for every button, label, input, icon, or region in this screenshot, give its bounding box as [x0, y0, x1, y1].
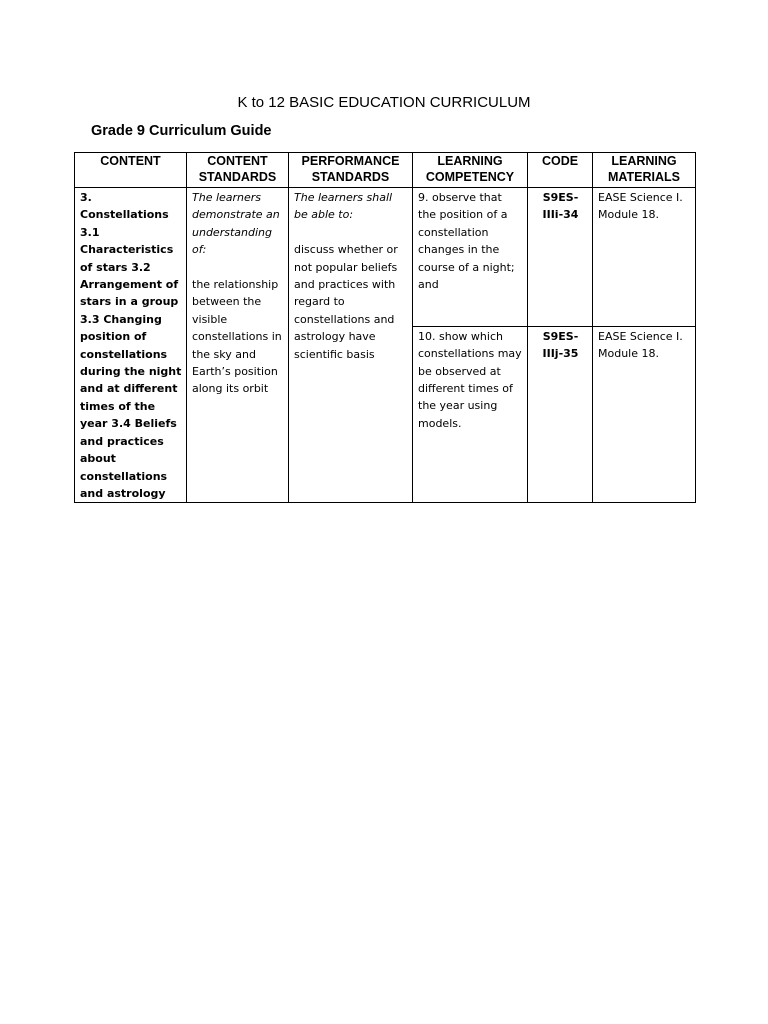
page-title: K to 12 BASIC EDUCATION CURRICULUM	[237, 94, 531, 111]
performance-standards-intro: The learners shall be able to:	[294, 191, 393, 222]
competency-cell: 9. observe that the position of a constellation changes in the course of a night; and	[413, 188, 528, 327]
materials-cell: EASE Science I. Module 18.	[593, 188, 696, 327]
competency-cell: 10. show which constellations may be observed at different times of the year using models.	[413, 326, 528, 502]
column-header-performance-standards: PERFORMANCE STANDARDS	[289, 153, 413, 188]
table-row	[75, 188, 696, 327]
content-standards-cell	[187, 188, 289, 503]
column-header-content: CONTENT	[75, 153, 187, 188]
materials-cell: EASE Science I. Module 18.	[593, 326, 696, 502]
performance-standards-body: discuss whether or not popular beliefs and practices with regard to constellations and astrology have scientific basis	[294, 243, 398, 361]
code-cell: S9ES-IIIj-35	[528, 326, 593, 502]
code-cell: S9ES-IIIi-34	[528, 188, 593, 327]
curriculum-table	[74, 152, 696, 503]
content-standards-intro: The learners demonstrate an understanding of:	[192, 191, 280, 257]
column-header-learning-competency: LEARNING COMPETENCY	[413, 153, 528, 188]
content-heading: 3. Constellations	[80, 191, 169, 222]
page-subtitle: Grade 9 Curriculum Guide	[91, 123, 272, 139]
column-header-learning-materials: LEARNING MATERIALS	[593, 153, 696, 188]
column-header-content-standards: CONTENT STANDARDS	[187, 153, 289, 188]
content-standards-body: the relationship between the visible constellations in the sky and Earth’s position along its orbit	[192, 278, 282, 396]
table-header-row	[75, 153, 696, 188]
performance-standards-cell	[289, 188, 413, 503]
content-cell	[75, 188, 187, 503]
column-header-code: CODE	[528, 153, 593, 188]
content-items: 3.1 Characteristics of stars 3.2 Arrangement of stars in a group 3.3 Changing position of constellations during the night and at different times of the year 3.4 Beliefs and practices about constellations and astrology	[80, 225, 182, 500]
